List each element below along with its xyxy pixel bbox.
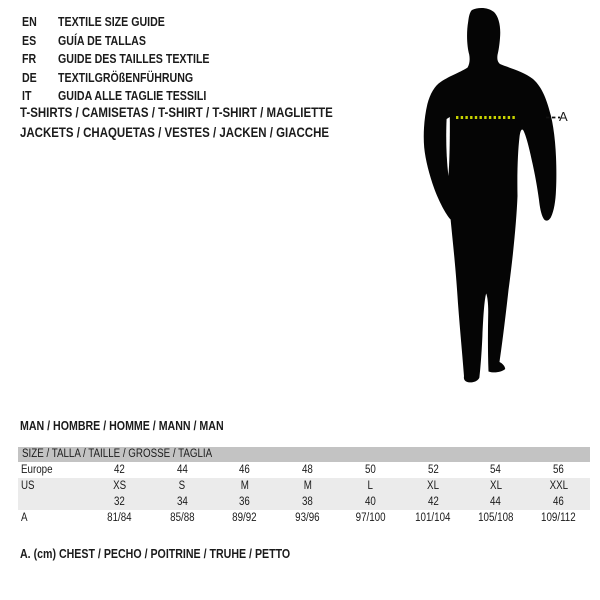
language-code: IT [22, 89, 32, 104]
language-name: GUÍA DE TALLAS [58, 33, 146, 48]
table-row-us-alpha [18, 478, 590, 494]
size-cell: 85/88 [169, 512, 195, 524]
size-cell: 44 [490, 496, 502, 508]
size-cell: 93/96 [295, 512, 320, 524]
man-silhouette [410, 5, 570, 390]
language-row [22, 69, 236, 88]
language-row [22, 50, 236, 69]
size-cell: 32 [113, 496, 125, 508]
row-label: A [21, 512, 28, 524]
size-cell: L [367, 480, 374, 492]
language-row [22, 32, 236, 51]
size-cell: XL [489, 480, 502, 492]
size-cell: 46 [553, 496, 565, 508]
table-row-us-numeric [18, 494, 590, 510]
size-cell: 44 [176, 464, 188, 476]
language-list [22, 13, 236, 106]
size-cell: 42 [113, 464, 125, 476]
size-cell: M [303, 480, 312, 492]
table-row-europe [18, 462, 590, 478]
table-row-chest [18, 510, 590, 527]
size-cell: 101/104 [415, 512, 451, 524]
language-name: TEXTILGRÖßENFÜHRUNG [58, 70, 194, 85]
size-cell: XS [112, 480, 126, 492]
category-line-jackets: JACKETS / CHAQUETAS / VESTES / JACKEN / GIACCHE [20, 124, 330, 140]
language-code: DE [22, 70, 37, 85]
row-label [18, 494, 88, 510]
size-cell: M [240, 480, 249, 492]
row-label: US [21, 480, 35, 492]
language-code: EN [22, 15, 37, 29]
size-cell: 34 [176, 496, 188, 508]
footnote-chest: A. (cm) CHEST / PECHO / POITRINE / TRUHE / PETTO [20, 547, 291, 561]
language-name: TEXTILE SIZE GUIDE [58, 15, 165, 29]
size-cell: XL [427, 480, 440, 492]
category-line-tshirts: T-SHIRTS / CAMISETAS / T-SHIRT / T-SHIRT / MAGLIETTE [20, 105, 333, 120]
size-cell: 52 [427, 464, 439, 476]
language-row [22, 13, 236, 32]
language-name: GUIDE DES TAILLES TEXTILE [58, 52, 210, 67]
size-cell: 40 [364, 496, 376, 508]
language-code: ES [22, 33, 37, 48]
man-silhouette-figure [410, 5, 570, 390]
size-cell: 50 [364, 464, 376, 476]
size-cell: S [178, 480, 186, 492]
size-table-header: SIZE / TALLA / TAILLE / GRÖSSE / TAGLIA [18, 447, 590, 462]
section-title-man: MAN / HOMBRE / HOMME / MANN / MAN [20, 419, 224, 433]
size-cell: 81/84 [107, 512, 132, 524]
size-table [18, 447, 590, 527]
size-cell: 97/100 [355, 512, 386, 524]
size-cell: 42 [427, 496, 439, 508]
size-cell: 54 [490, 464, 502, 476]
row-label: Europe [21, 464, 53, 476]
size-cell: 109/112 [541, 512, 576, 524]
size-cell: 46 [239, 464, 251, 476]
size-cell: XXL [549, 480, 568, 492]
measure-label-a: A [559, 109, 568, 124]
size-cell: 36 [239, 496, 251, 508]
size-cell: 56 [553, 464, 565, 476]
size-cell: 38 [302, 496, 314, 508]
category-lines [20, 103, 388, 142]
language-code: FR [22, 52, 37, 67]
size-cell: 48 [302, 464, 314, 476]
language-name: GUIDA ALLE TAGLIE TESSILI [58, 89, 207, 104]
size-cell: 105/108 [478, 512, 514, 524]
size-cell: 89/92 [232, 512, 258, 524]
